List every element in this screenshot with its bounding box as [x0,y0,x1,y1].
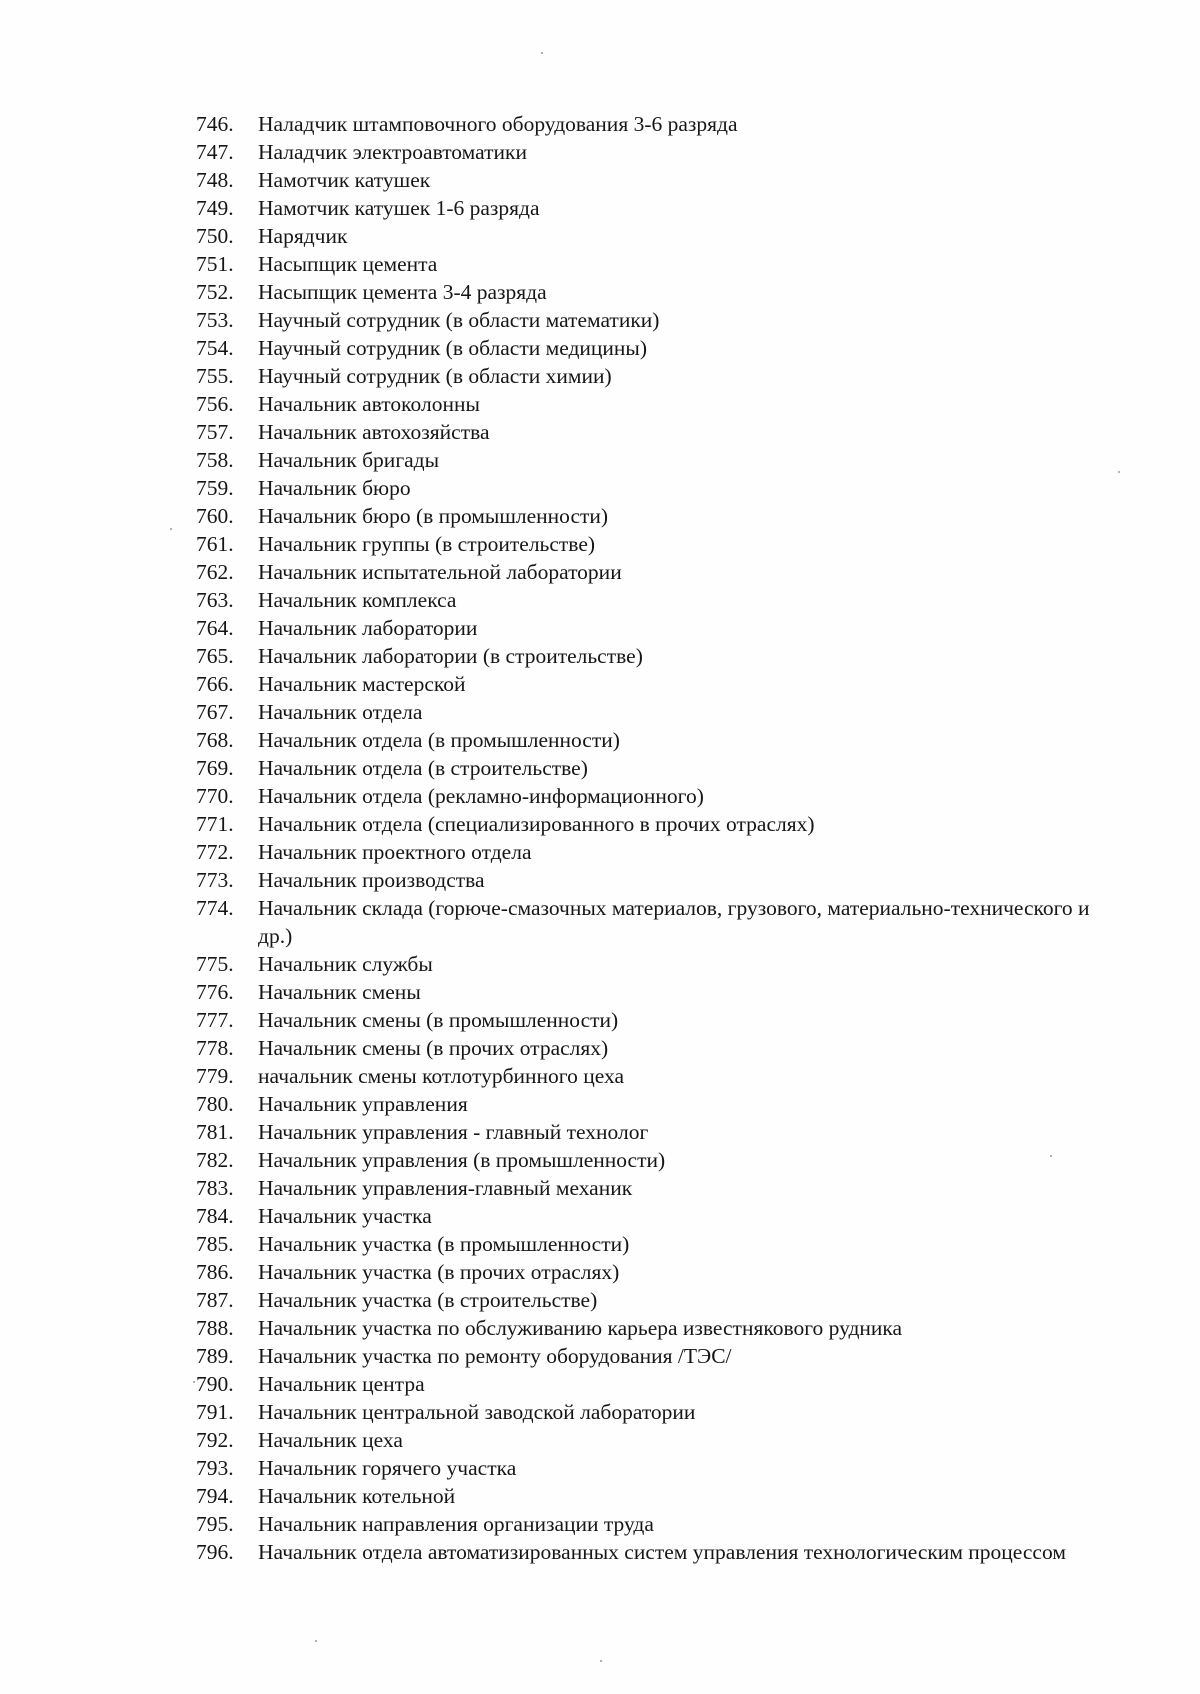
list-item [196,1342,1096,1370]
list-item [196,894,1096,950]
item-text: Начальник горячего участка [258,1456,517,1480]
item-number: 781. [196,1120,234,1144]
list-item [196,166,1096,194]
item-number: 756. [196,392,234,416]
list-item [196,138,1096,166]
item-number: 760. [196,504,234,528]
item-number: 788. [196,1316,234,1340]
item-number: 768. [196,728,234,752]
list-item [196,446,1096,474]
item-number: 751. [196,252,234,276]
list-item [196,950,1096,978]
item-text: Начальник участка (в промышленности) [258,1232,630,1256]
list-item [196,1118,1096,1146]
item-number: 783. [196,1176,234,1200]
list-item [196,1062,1096,1090]
item-text: Начальник смены (в промышленности) [258,1008,619,1032]
list-item [196,782,1096,810]
item-text: Научный сотрудник (в области химии) [258,364,612,388]
item-text: Начальник бюро (в промышленности) [258,504,609,528]
item-number: 765. [196,644,234,668]
item-text: Научный сотрудник (в области математики) [258,308,660,332]
scan-speck [193,1381,195,1383]
item-text: Начальник группы (в строительстве) [258,532,596,556]
list-item [196,1398,1096,1426]
list-item [196,726,1096,754]
list-item [196,1258,1096,1286]
list-item [196,390,1096,418]
item-number: 784. [196,1204,234,1228]
occupation-list [196,110,1096,1566]
item-text: Начальник смены [258,980,421,1004]
list-item [196,1510,1096,1538]
item-number: 785. [196,1232,234,1256]
list-item [196,754,1096,782]
item-text: Начальник автоколонны [258,392,480,416]
item-text: Начальник управления-главный механик [258,1176,633,1200]
item-text: Начальник центра [258,1372,425,1396]
item-number: 793. [196,1456,234,1480]
item-number: 759. [196,476,234,500]
list-item [196,1482,1096,1510]
list-item [196,194,1096,222]
item-number: 794. [196,1484,234,1508]
item-text: Начальник испытательной лаборатории [258,560,622,584]
item-text: Начальник службы [258,952,433,976]
scan-speck [170,528,172,530]
list-item [196,418,1096,446]
item-text: Начальник отдела (рекламно-информационного) [258,784,704,808]
item-number: 780. [196,1092,234,1116]
list-item [196,1202,1096,1230]
item-number: 778. [196,1036,234,1060]
item-number: 767. [196,700,234,724]
list-item [196,278,1096,306]
list-item [196,558,1096,586]
item-text: Начальник котельной [258,1484,456,1508]
list-item [196,1174,1096,1202]
list-item [196,866,1096,894]
item-number: 792. [196,1428,234,1452]
list-item [196,110,1096,138]
item-text: Начальник лаборатории (в строительстве) [258,644,643,668]
item-number: 779. [196,1064,234,1088]
list-item [196,1034,1096,1062]
item-text: Начальник лаборатории [258,616,478,640]
item-text: Начальник управления - главный технолог [258,1120,649,1144]
item-number: 747. [196,140,234,164]
list-item [196,1230,1096,1258]
item-number: 791. [196,1400,234,1424]
item-number: 758. [196,448,234,472]
list-item [196,698,1096,726]
list-item [196,614,1096,642]
scan-speck [1118,471,1120,473]
list-item [196,334,1096,362]
list-item [196,1454,1096,1482]
item-number: 761. [196,532,234,556]
item-number: 764. [196,616,234,640]
item-text: Начальник направления организации труда [258,1512,654,1536]
item-number: 773. [196,868,234,892]
item-number: 749. [196,196,234,220]
item-text: Насыпщик цемента 3-4 разряда [258,280,547,304]
item-text: Начальник участка (в прочих отраслях) [258,1260,620,1284]
scan-speck [541,52,543,54]
item-text: Начальник мастерской [258,672,466,696]
list-item [196,306,1096,334]
item-text: Начальник бюро [258,476,411,500]
item-number: 786. [196,1260,234,1284]
item-text: начальник смены котлотурбинного цеха [258,1064,624,1088]
list-item [196,1314,1096,1342]
item-number: 748. [196,168,234,192]
list-item [196,530,1096,558]
item-text: Начальник автохозяйства [258,420,490,444]
list-item [196,250,1096,278]
item-number: 763. [196,588,234,612]
item-text: Намотчик катушек 1-6 разряда [258,196,540,220]
list-item [196,1146,1096,1174]
item-text: Начальник управления (в промышленности) [258,1148,666,1172]
item-text: Начальник отдела [258,700,423,724]
item-text: Начальник проектного отдела [258,840,532,864]
item-number: 774. [196,896,234,920]
list-item [196,1426,1096,1454]
list-item [196,222,1096,250]
item-text: Начальник производства [258,868,485,892]
scan-speck [315,1640,317,1642]
item-number: 795. [196,1512,234,1536]
scan-speck [600,1660,602,1662]
item-number: 752. [196,280,234,304]
item-number: 771. [196,812,234,836]
list-item [196,1286,1096,1314]
item-number: 753. [196,308,234,332]
item-number: 777. [196,1008,234,1032]
list-item [196,586,1096,614]
item-number: 775. [196,952,234,976]
list-item [196,670,1096,698]
item-text: Начальник бригады [258,448,440,472]
item-text: Начальник комплекса [258,588,457,612]
item-text: Начальник центральной заводской лаборатории [258,1400,696,1424]
item-text: Начальник отдела (специализированного в прочих отраслях) [258,812,815,836]
item-text: Научный сотрудник (в области медицины) [258,336,648,360]
item-text: Насыпщик цемента [258,252,438,276]
item-number: 769. [196,756,234,780]
item-number: 796. [196,1540,234,1564]
list-item [196,502,1096,530]
list-item [196,1538,1096,1566]
list-item [196,810,1096,838]
list-item [196,838,1096,866]
item-text: Начальник отдела (в промышленности) [258,728,620,752]
item-number: 757. [196,420,234,444]
item-number: 770. [196,784,234,808]
item-text: Начальник участка (в строительстве) [258,1288,598,1312]
item-text: Начальник смены (в прочих отраслях) [258,1036,609,1060]
item-text: Наладчик электроавтоматики [258,140,527,164]
item-number: 766. [196,672,234,696]
item-number: 754. [196,336,234,360]
list-item [196,1006,1096,1034]
item-text: Начальник отдела (в строительстве) [258,756,588,780]
item-number: 789. [196,1344,234,1368]
item-text: Начальник управления [258,1092,468,1116]
item-number: 762. [196,560,234,584]
item-number: 750. [196,224,234,248]
list-item [196,978,1096,1006]
scan-speck [1050,1155,1052,1157]
item-text: Нарядчик [258,224,348,248]
item-number: 776. [196,980,234,1004]
item-text: Намотчик катушек [258,168,431,192]
item-text: Начальник участка [258,1204,432,1228]
list-item [196,642,1096,670]
item-text: Начальник участка по обслуживанию карьера известнякового рудника [258,1316,903,1340]
item-number: 787. [196,1288,234,1312]
list-item [196,1370,1096,1398]
list-item [196,474,1096,502]
list-item [196,362,1096,390]
item-number: 772. [196,840,234,864]
item-number: 782. [196,1148,234,1172]
item-text: Начальник участка по ремонту оборудования /ТЭС/ [258,1344,732,1368]
item-number: 746. [196,112,234,136]
item-text: Наладчик штамповочного оборудования 3-6 разряда [258,112,738,136]
item-text: Начальник отдела автоматизированных систем управления технологическим процессом [258,1540,1066,1564]
item-text: Начальник цеха [258,1428,403,1452]
list-item [196,1090,1096,1118]
item-number: 790. [196,1372,234,1396]
item-text: Начальник склада (горюче-смазочных материалов, грузового, материально-технического и др.) [258,896,1090,948]
item-number: 755. [196,364,234,388]
